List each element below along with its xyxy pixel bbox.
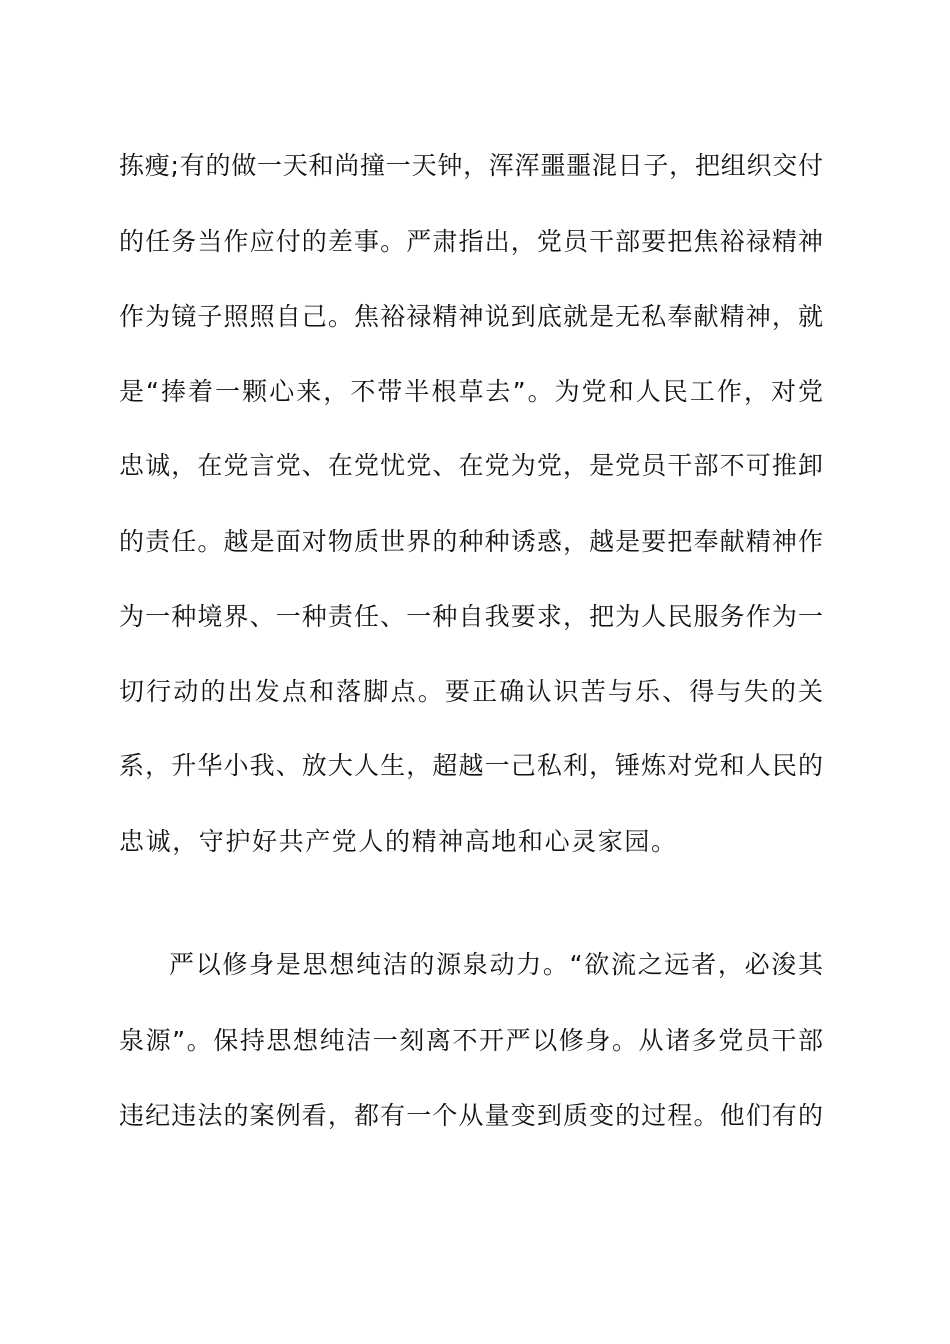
text-line: 拣瘦;有的做一天和尚撞一天钟，浑浑噩噩混日子，把组织交付 (119, 151, 823, 180)
text-line: 泉源”。保持思想纯洁一刻离不开严以修身。从诸多党员干部 (119, 1026, 823, 1055)
text-line: 是“捧着一颗心来，不带半根草去”。为党和人民工作，对党 (119, 377, 823, 406)
text-line: 的责任。越是面对物质世界的种种诱惑，越是要把奉献精神作 (119, 527, 823, 556)
text-line: 的任务当作应付的差事。严肃指出，党员干部要把焦裕禄精神 (119, 227, 823, 256)
text-line: 系，升华小我、放大人生，超越一己私利，锤炼对党和人民的 (119, 751, 823, 780)
text-line: 忠诚，守护好共产党人的精神高地和心灵家园。 (119, 827, 678, 856)
text-line: 作为镜子照照自己。焦裕禄精神说到底就是无私奉献精神，就 (119, 302, 823, 331)
text-line: 为一种境界、一种责任、一种自我要求，把为人民服务作为一 (119, 602, 823, 631)
text-line: 忠诚，在党言党、在党忧党、在党为党，是党员干部不可推卸 (119, 451, 823, 480)
text-line: 严以修身是思想纯洁的源泉动力。“欲流之远者，必浚其 (169, 950, 823, 979)
text-line: 违纪违法的案例看，都有一个从量变到质变的过程。他们有的 (119, 1101, 823, 1130)
text-line: 切行动的出发点和落脚点。要正确认识苦与乐、得与失的关 (119, 677, 823, 706)
